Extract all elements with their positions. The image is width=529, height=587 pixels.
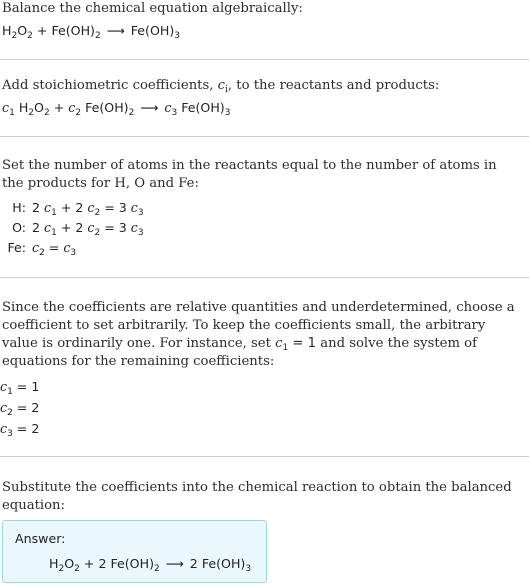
reaction-arrow: ⟶ [140,100,159,115]
sub: 2 [153,564,160,574]
reactant-o: O [17,23,28,38]
solution-c1 [0,376,39,397]
reactant-h: H [49,556,59,571]
value: = 2 [12,421,40,436]
solution-c3 [0,418,39,439]
reactant-o: O [34,100,44,115]
sub: 3 [171,108,178,118]
sub: 3 [174,31,180,41]
divider [0,59,529,60]
row-eq-fe: $c_2 = c_3$ [32,240,77,258]
row-label-h: H: [12,200,26,215]
row-label-o: O: [12,220,26,235]
sub: 2 [94,31,101,41]
reaction-arrow: ⟶ [106,23,125,38]
ci: c [217,78,226,93]
plus: + [49,100,69,115]
c3: c [164,100,172,115]
sub: 1 [7,387,13,397]
solution-c2 [0,397,39,418]
value: = 2 [12,400,40,415]
product-feoh: Fe(OH) [130,23,175,38]
coefficient-equation [2,99,230,117]
c2: c [68,100,76,115]
sub: 1 [9,108,15,118]
product-feoh: Fe(OH) [201,556,246,571]
sub: 2 [11,31,18,41]
answer-box [2,520,267,583]
plus: + [79,556,99,571]
divider [0,277,529,278]
atom-equation-table [0,198,144,258]
reactant-h: H [18,100,29,115]
var: c [0,421,8,436]
unbalanced-equation [2,22,180,40]
coefficients-text [0,77,443,95]
sub: i [225,85,228,95]
substitute-text: Substitute the coefficients into the chemical reaction to obtain the balanced equation: [2,480,512,513]
sub: 3 [245,564,252,574]
inline-c1-eq: $c_1 = 1$ [275,336,317,353]
row-eq-o: 2 $c_1 + 2$ $c_2 = 3$ $c_3$ [32,220,144,238]
reaction-arrow: ⟶ [165,556,184,571]
atoms-text: Set the number of atoms in the reactants equal to the number of atoms in the products for H, O and Fe: [2,158,497,191]
text: , to the reactants and products: [227,78,440,93]
plus: + [32,23,52,38]
reactant-feoh: Fe(OH) [51,23,95,38]
sub: 2 [74,564,80,574]
divider [0,136,529,137]
row-eq-h: 2 $c_1 + 2$ $c_2 = 3$ $c_3$ [32,200,144,218]
intro-text: Balance the chemical equation algebraically: [2,1,303,16]
text: Since the coefficients are relative quantities and underdetermined, choose a coefficient to set arbitrarily. To keep the coefficients small, the arbitrary value is ordinarily one. For instance, set [2,300,515,351]
reactant-feoh: Fe(OH) [110,556,154,571]
coefficient-2: 2 [98,556,107,571]
sub: 2 [43,108,50,118]
sub: 2 [27,31,33,41]
sub: 2 [28,108,35,118]
var: c [0,400,8,415]
sub: 3 [224,108,231,118]
sub: 2 [58,564,65,574]
c1: c [2,100,10,115]
product-feoh: Fe(OH) [181,100,225,115]
answer-label: Answer: [15,531,66,546]
divider [0,456,529,457]
text: Add stoichiometric coefficients, [2,78,218,93]
sub: 2 [128,108,135,118]
row-label-fe: Fe: [7,240,26,255]
reactant-h: H [2,23,12,38]
sub: 3 [7,429,13,439]
sub: 2 [75,108,82,118]
reactant-feoh: Fe(OH) [85,100,129,115]
coefficient-3: 2 [189,556,198,571]
var: c [0,379,8,394]
text: and solve the system of equations for the remaining coefficients: [2,336,477,369]
solutions-list [0,376,39,439]
solve-text [0,299,528,371]
value: = 1 [12,379,40,394]
sub: 2 [7,408,13,418]
balanced-equation [49,555,251,573]
reactant-o: O [64,556,75,571]
